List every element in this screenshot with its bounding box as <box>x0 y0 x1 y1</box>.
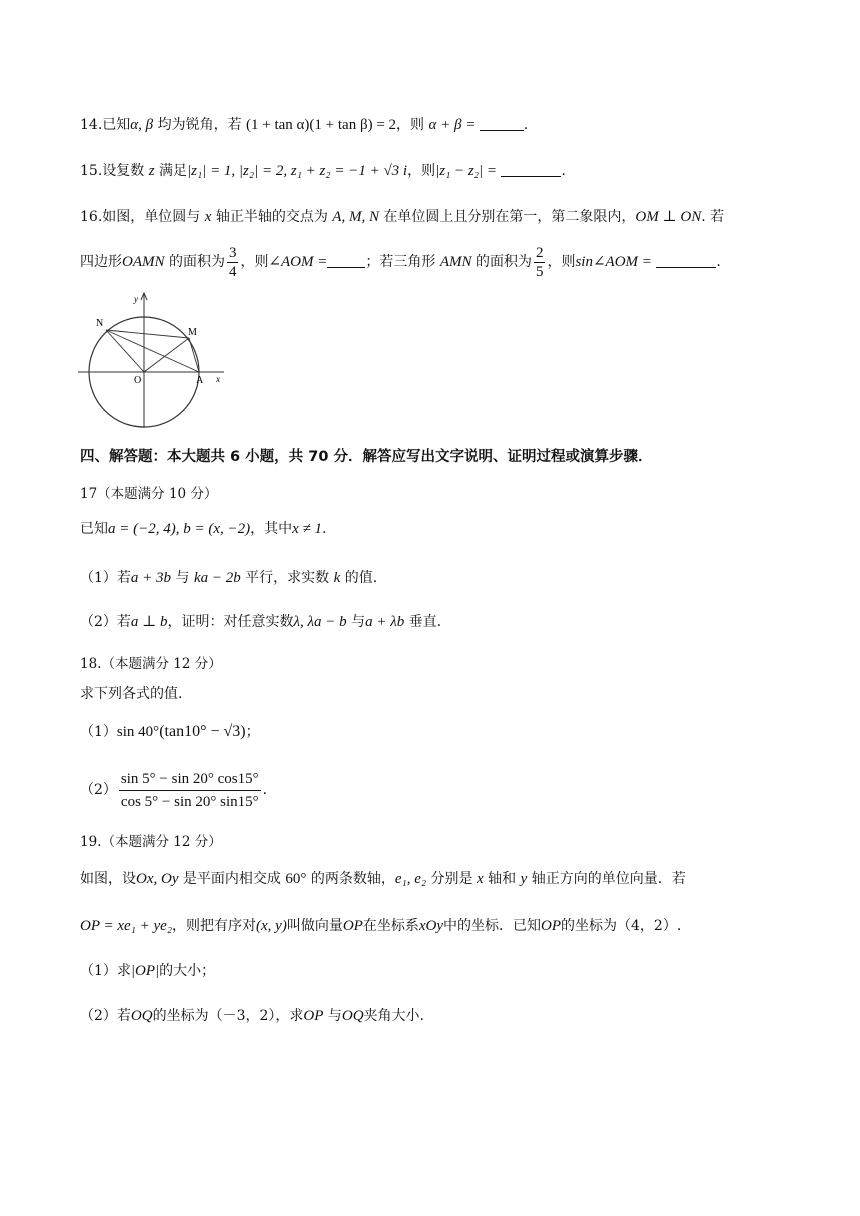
q15-prefix: 15.设复数 <box>80 163 149 179</box>
q19-x: x <box>477 871 484 887</box>
q17-p1-d: 的值. <box>340 570 378 586</box>
q14-prefix: 14.已知 <box>80 117 131 133</box>
q17-given-end: . <box>322 521 327 537</box>
q16-fraction-2-5 <box>534 244 546 281</box>
q16-perp: OM ⊥ ON <box>635 209 702 225</box>
q16-frac2-den: 5 <box>535 263 544 280</box>
q19-line-1 <box>80 868 790 890</box>
q16-angle: ∠AOM = <box>268 254 328 270</box>
q16-fraction-3-4 <box>227 244 239 281</box>
q16-points: A, M, N <box>332 209 379 225</box>
q19-p2-oq: OQ <box>130 1008 153 1024</box>
q18-p2-fraction <box>119 768 261 813</box>
q16-text-a: 16.如图，单位圆与 <box>80 209 205 225</box>
q19-l2-a: ，则把有序对 <box>172 918 257 934</box>
q19-l1-a: 如图，设 <box>80 871 136 887</box>
label-n: N <box>96 318 104 329</box>
q17-p1-c: 平行，求实数 <box>240 570 334 586</box>
q19-y: y <box>520 871 528 887</box>
q17-heading: 17（本题满分 10 分） <box>80 486 218 502</box>
segment-n-m <box>106 330 189 338</box>
q19-l2-e: 的坐标为（4，2）. <box>561 918 682 934</box>
q18-p2-end: . <box>262 782 268 798</box>
q16-frac1-den: 4 <box>228 263 237 280</box>
q19-part-2 <box>80 1005 790 1027</box>
q19-op-1: OP <box>342 918 363 934</box>
q18-part-2 <box>80 766 790 814</box>
q16-frac2-num: 2 <box>535 244 544 261</box>
q16-text-e: 四边形 <box>80 254 122 270</box>
q17-p2-perp: a ⊥ b <box>130 614 168 630</box>
q19-line-2 <box>80 915 790 937</box>
q14-answer-blank <box>480 116 524 131</box>
q17-p1-k: k <box>333 570 341 586</box>
q19-l1-f: 轴正方向的单位向量．若 <box>527 871 686 887</box>
q16-end: . <box>716 254 721 270</box>
q17-given-a: 已知 <box>80 521 108 537</box>
q17-part-1 <box>80 567 790 589</box>
label-x: x <box>216 374 220 384</box>
q17-p2-c: 与 <box>346 614 366 630</box>
q19-heading: 19.（本题满分 12 分） <box>80 834 222 850</box>
label-m: M <box>188 327 197 338</box>
q19-l1-e: 轴和 <box>483 871 521 887</box>
q17-vectors: a = (−2, 4), b = (x, −2) <box>108 521 251 537</box>
q19-axes: Ox, Oy <box>136 871 179 887</box>
q18-p2-label: （2） <box>80 782 117 798</box>
q17-p2-vector-1: λ, λa − b <box>293 614 347 630</box>
question-16-line-2 <box>80 243 790 281</box>
q19-op-definition: OP = xe₁ + ye₂ <box>80 918 173 934</box>
q19-angle: 60° <box>285 871 307 887</box>
q19-p1-a: （1）求 <box>80 963 131 979</box>
q19-op-2: OP <box>541 918 561 934</box>
q18-p1-sin: sin 40° <box>116 724 160 740</box>
q16-x: x <box>204 209 212 225</box>
q19-p2-b: 的坐标为（－3，2），求 <box>152 1008 304 1024</box>
q19-p2-c: 与 <box>323 1008 342 1024</box>
q14-mid: 均为锐角，若 <box>153 117 247 133</box>
unit-circle-figure <box>76 290 236 430</box>
q19-p2-oq-2: OQ <box>341 1008 364 1024</box>
q19-l1-b: 是平面内相交成 <box>178 871 286 887</box>
q17-condition: x ≠ 1 <box>292 521 323 537</box>
q19-p2-a: （2）若 <box>80 1008 131 1024</box>
q17-p2-d: 垂直. <box>404 614 442 630</box>
question-15 <box>80 160 790 182</box>
q16-answer-blank-1 <box>327 253 365 268</box>
q19-l2-c: 在坐标系 <box>362 918 419 934</box>
q16-text-g: ，则 <box>240 254 269 270</box>
q17-p2-b: ，证明：对任意实数 <box>167 614 294 630</box>
q17-p1-a: （1）若 <box>80 570 131 586</box>
q18-heading: 18.（本题满分 12 分） <box>80 656 222 672</box>
q19-l2-b: 叫做向量 <box>286 918 343 934</box>
q18-part-1 <box>80 721 790 743</box>
q18-intro: 求下列各式的值. <box>80 686 183 702</box>
q17-p1-b: 与 <box>171 570 194 586</box>
q15-ask: |z₁ − z₂| = <box>435 163 497 179</box>
label-y: y <box>134 294 138 304</box>
q16-text-j: ，则 <box>547 254 576 270</box>
q18-p2-numerator: sin 5° − sin 20° cos15° <box>119 768 261 791</box>
q14-end: . <box>523 117 529 133</box>
q16-text-d: . 若 <box>701 209 725 225</box>
q18-p2-denominator: cos 5° − sin 20° sin15° <box>120 793 259 810</box>
q19-part-1 <box>80 960 790 982</box>
section-4-heading: 四、解答题：本大题共 6 小题，共 70 分．解答应写出文字说明、证明过程或演算步骤． <box>80 449 653 465</box>
label-o: O <box>134 375 142 386</box>
q17-p1-vector-2: ka − 2b <box>193 570 241 586</box>
q19-p2-d: 夹角大小. <box>363 1008 424 1024</box>
q19-unit-vectors: e₁, e₂ <box>394 871 427 887</box>
q15-end: . <box>561 163 566 179</box>
q19-system: xOy <box>418 918 443 934</box>
question-16-line-1 <box>80 206 790 228</box>
q19-l1-c: 的两条数轴， <box>306 871 395 887</box>
q19-pair: (x, y) <box>256 918 287 934</box>
label-a: A <box>196 375 204 386</box>
segment-m-a <box>189 338 199 372</box>
q16-quad: OAMN <box>122 254 165 270</box>
q19-p1-b: 的大小； <box>159 963 216 979</box>
q16-text-b: 轴正半轴的交点为 <box>211 209 333 225</box>
q17-p2-vector-2: a + λb <box>365 614 405 630</box>
q15-answer-blank <box>501 162 561 177</box>
q14-ask: α + β = <box>428 117 476 133</box>
q15-mid: 满足 <box>154 163 188 179</box>
q18-p1-end: ； <box>245 724 260 740</box>
q15-equation: |z₁| = 1, |z₂| = 2, z₁ + z₂ = −1 + √3 i <box>187 163 408 179</box>
q16-sin: sin∠AOM = <box>575 254 652 270</box>
q19-l2-d: 中的坐标．已知 <box>443 918 541 934</box>
q14-equation: (1 + tan α)(1 + tan β) = 2 <box>246 117 397 133</box>
q16-triangle: AMN <box>439 254 472 270</box>
q14-then: ，则 <box>396 117 429 133</box>
q19-l1-d: 分别是 <box>426 871 477 887</box>
q17-given <box>80 518 790 540</box>
q17-p2-a: （2）若 <box>80 614 131 630</box>
q14-angles: α, β <box>130 117 154 133</box>
question-14 <box>80 114 790 136</box>
q16-answer-blank-2 <box>656 253 716 268</box>
q17-given-b: ，其中 <box>250 521 293 537</box>
q19-p2-op: OP <box>303 1008 324 1024</box>
q18-p1-label: （1） <box>80 724 117 740</box>
segment-o-m <box>144 338 189 372</box>
q16-text-f: 的面积为 <box>164 254 225 270</box>
q19-p1-abs: |OP| <box>130 963 160 979</box>
q16-frac1-num: 3 <box>228 244 237 261</box>
q15-then: ，则 <box>407 163 436 179</box>
q16-text-c: 在单位圆上且分别在第一，第二象限内， <box>378 209 636 225</box>
q16-text-h: ；若三角形 <box>365 254 440 270</box>
q17-part-2 <box>80 611 790 633</box>
q17-p1-vector-1: a + 3b <box>130 570 172 586</box>
q15-z: z <box>148 163 155 179</box>
q16-text-i: 的面积为 <box>471 254 532 270</box>
segment-o-n <box>106 330 144 372</box>
q18-p1-paren: (tan10° − √3) <box>159 723 246 740</box>
